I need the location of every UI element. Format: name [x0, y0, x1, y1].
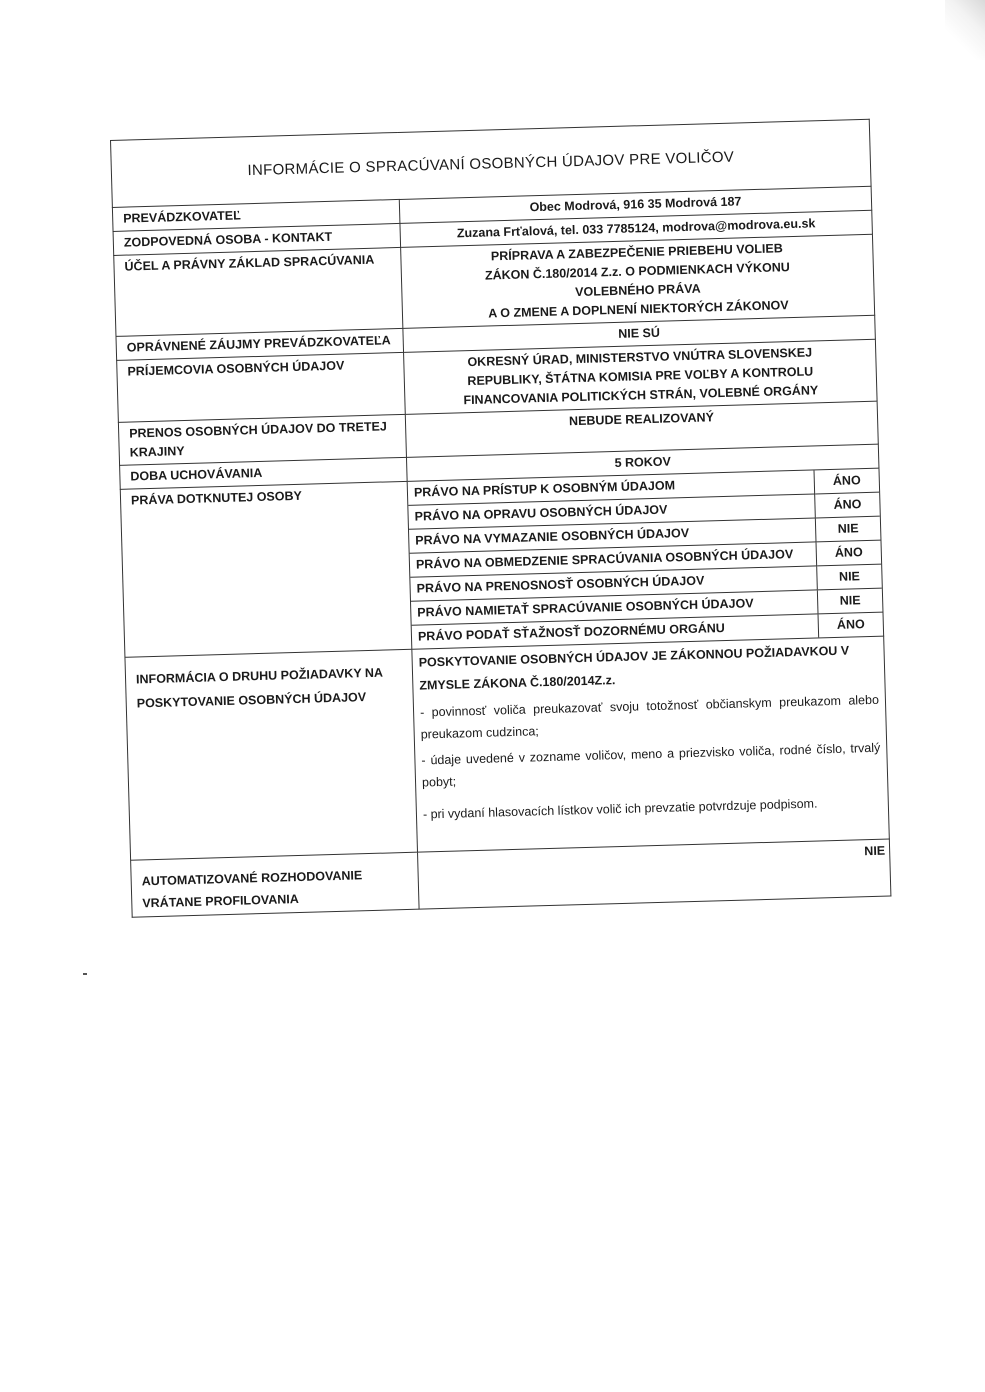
- purpose-line: PRÍPRAVA A ZABEZPEČENIE PRIEBEHU VOLIEB: [490, 241, 783, 264]
- purpose-line: ZÁKON Č.180/2014 Z.z. O PODMIENKACH VÝKONU: [484, 260, 790, 283]
- requirement-heading: POSKYTOVANIE OSOBNÝCH ÚDAJOV JE ZÁKONNOU POŽIADAVKOU V ZMYSLE ZÁKONA Č.180/2014Z.z.: [418, 643, 850, 693]
- right-answer: NIE: [817, 588, 882, 614]
- recipients-line: OKRESNÝ ÚRAD, MINISTERSTVO VNÚTRA SLOVENSKEJ: [467, 345, 813, 370]
- right-answer: NIE: [815, 516, 880, 542]
- right-name: PRÁVO NA OBMEDZENIE SPRACÚVANIA OSOBNÝCH ÚDAJOV: [410, 542, 817, 577]
- operator-value: Obec Modrová, 916 35 Modrová 187: [399, 186, 871, 223]
- right-answer: NIE: [817, 564, 882, 590]
- row-requirement: [125, 636, 889, 860]
- responsible-value: Zuzana Frťalová, tel. 033 7785124, modrova@modrova.eu.sk: [400, 210, 872, 247]
- row-rights: [120, 468, 883, 657]
- right-name: PRÁVO NAMIETAŤ SPRACÚVANIE OSOBNÝCH ÚDAJOV: [411, 590, 818, 625]
- automated-value: NIE: [418, 839, 891, 909]
- scan-speck: [83, 973, 87, 975]
- requirement-label: INFORMÁCIA O DRUHU POŽIADAVKY NA POSKYTOVANIE OSOBNÝCH ÚDAJOV: [125, 649, 418, 860]
- right-name: PRÁVO NA PRENOSNOSŤ OSOBNÝCH ÚDAJOV: [410, 566, 817, 601]
- rights-label: PRÁVA DOTKNUTEJ OSOBY: [120, 481, 412, 657]
- transfer-value: NEBUDE REALIZOVANÝ: [405, 401, 878, 457]
- interests-value: NIE SÚ: [403, 315, 875, 352]
- right-answer: ÁNO: [816, 540, 881, 566]
- requirement-bullet: - povinnosť voliča preukazovať svoju totožnosť občianskym preukazom alebo preukazom cudzinca;: [419, 692, 880, 742]
- transfer-label: PRENOS OSOBNÝCH ÚDAJOV DO TRETEJ KRAJINY: [118, 414, 406, 465]
- right-answer: ÁNO: [815, 492, 880, 518]
- right-answer: ÁNO: [814, 469, 879, 494]
- right-name: PRÁVO NA VYMAZANIE OSOBNÝCH ÚDAJOV: [409, 518, 816, 553]
- requirement-bullet: - pri vydaní hlasovacích lístkov volič ich prevzatie potvrdzuje podpisom.: [422, 796, 818, 822]
- recipients-line: FINANCOVANIA POLITICKÝCH STRÁN, VOLEBNÉ ORGÁNY: [463, 383, 819, 408]
- right-name: PRÁVO PODAŤ SŤAŽNOSŤ DOZORNÉMU ORGÁNU: [417, 621, 726, 644]
- automated-label: AUTOMATIZOVANÉ ROZHODOVANIE VRÁTANE PROFILOVANIA: [131, 852, 419, 917]
- recipients-line: REPUBLIKY, ŠTÁTNA KOMISIA PRE VOĽBY A KONTROLU: [467, 364, 814, 389]
- rights-cell: [407, 468, 884, 649]
- recipients-label: PRÍJEMCOVIA OSOBNÝCH ÚDAJOV: [117, 352, 406, 422]
- retention-value: 5 ROKOV: [406, 444, 878, 481]
- purpose-line: VOLEBNÉHO PRÁVA: [574, 281, 701, 300]
- purpose-value: [401, 234, 875, 328]
- purpose-line: A O ZMENE A DOPLNENÍ NIEKTORÝCH ZÁKONOV: [488, 298, 789, 321]
- requirement-bullet: - údaje uvedené v zozname voličov, meno a priezvisko voliča, rodné číslo, trvalý pobyt;: [421, 740, 881, 790]
- right-name: PRÁVO NA OPRAVU OSOBNÝCH ÚDAJOV: [408, 494, 815, 529]
- document-title: INFORMÁCIE O SPRACÚVANÍ OSOBNÝCH ÚDAJOV PRE VOLIČOV: [111, 119, 872, 207]
- responsible-label: ZODPOVEDNÁ OSOBA - KONTAKT: [113, 223, 401, 255]
- gdpr-info-table: [110, 119, 891, 918]
- operator-label: PREVÁDZKOVATEĽ: [112, 199, 400, 231]
- retention-label: DOBA UCHOVÁVANIA: [120, 457, 408, 489]
- rights-table: [408, 469, 883, 649]
- document-sheet: [110, 119, 893, 988]
- requirement-value: [412, 636, 889, 852]
- right-name: PRÁVO NA PRÍSTUP K OSOBNÝM ÚDAJOM: [408, 470, 815, 505]
- interests-label: OPRÁVNENÉ ZÁUJMY PREVÁDZKOVATEĽA: [116, 328, 404, 360]
- scan-edge-shadow: [945, 0, 985, 60]
- right-answer: ÁNO: [818, 612, 883, 637]
- purpose-label: ÚČEL A PRÁVNY ZÁKLAD SPRACÚVANIA: [114, 247, 403, 336]
